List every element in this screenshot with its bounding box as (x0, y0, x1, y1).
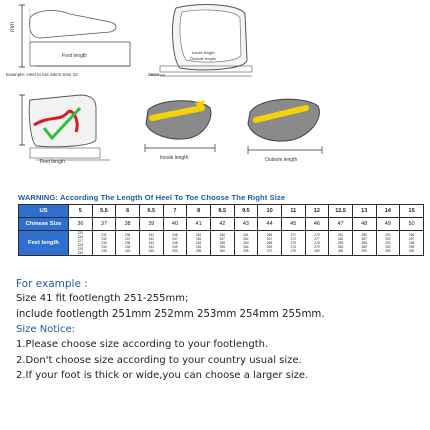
outsole-length-label: Outsole length (190, 56, 216, 61)
feet-length-value: 239 (124, 245, 131, 249)
chinese-size-cell: 37 (92, 218, 116, 231)
example-caption: Example: Heel to toe 26cm Size 42 (6, 72, 78, 77)
feet-length-cell (376, 231, 400, 256)
chinese-size-cell: 39 (139, 218, 163, 231)
chinese-size-cell: 44 (258, 218, 282, 231)
us-size-cell: 9.5 (234, 205, 258, 218)
feet-length-value: 248 (172, 241, 178, 245)
example-measure: 26cm (148, 72, 160, 77)
chinese-size-cell: 46 (305, 218, 329, 231)
us-size-cell: 15 (400, 205, 424, 218)
feet-length-value: 265 (243, 249, 249, 253)
feet-length-value: 232 (101, 237, 107, 241)
table-row-feet-length (19, 231, 424, 256)
example-line-2: include footlength 251mm 252mm 253mm 254mm 255mm. (16, 308, 325, 320)
feet-length-cell (329, 231, 353, 256)
feet-length-value: 288 (361, 241, 367, 245)
feet-length-value: 247 (172, 237, 178, 241)
feet-length-value: 256 (219, 233, 225, 237)
ruler-unit-label: mm (10, 22, 16, 32)
feet-length-value: 234 (101, 245, 107, 249)
feet-length-value: 266 (266, 233, 273, 237)
feet-length-value: 279 (314, 245, 320, 249)
us-header: US (19, 205, 69, 218)
feet-length-value: 237 (124, 237, 131, 241)
feet-length-cell (352, 231, 376, 256)
feet-length-value: 227 (77, 239, 83, 243)
feet-length-cell (92, 231, 116, 256)
feet-length-value: 298 (408, 241, 415, 245)
feet-length-value: 299 (408, 245, 415, 249)
feet-length-value: 250 (172, 249, 178, 253)
feet-length-value: 242 (148, 237, 154, 241)
feet-length-value: 263 (243, 241, 249, 245)
shoe-sole-diagram (160, 5, 252, 76)
us-size-cell: 12 (305, 205, 329, 218)
feet-length-value: 241 (148, 233, 154, 237)
us-size-cell: 13 (352, 205, 376, 218)
feet-length-value: 281 (337, 233, 344, 237)
feet-length-value: 243 (148, 241, 154, 245)
feet-length-value: 273 (290, 241, 296, 245)
feet-length-value: 260 (219, 249, 225, 253)
chinese-size-cell: 42 (210, 218, 234, 231)
feet-length-value: 296 (408, 233, 415, 237)
feet-length-value: 275 (290, 249, 296, 253)
feet-length-cell (234, 231, 258, 256)
feet-length-value: 280 (314, 249, 320, 253)
feet-length-value: 226 (77, 235, 83, 239)
insole-diagram (145, 100, 215, 152)
feet-length-value: 231 (101, 233, 107, 237)
feet-length-cell (139, 231, 163, 256)
feet-length-value: 258 (219, 241, 225, 245)
chinese-size-cell: 49 (376, 218, 400, 231)
feet-length-cell (281, 231, 305, 256)
feet-length-value: 261 (243, 233, 249, 237)
size-warning: WARNING: According The Length Of Heel To Toe Choose The Right Size (18, 193, 286, 202)
chinese-size-cell: 47 (329, 218, 353, 231)
feet-length-value: 276 (314, 233, 320, 237)
feet-length-value: 293 (385, 241, 391, 245)
feet-length-value: 272 (290, 237, 296, 241)
chinese-size-header: Chinese Size (19, 218, 69, 231)
size-chart-table (18, 204, 424, 256)
feet-length-value: 249 (172, 245, 178, 249)
feet-length-value: 277 (314, 237, 320, 241)
feet-length-cell (210, 231, 234, 256)
feet-length-cell (400, 231, 424, 256)
notice-line-3: 2.If your foot is thick or wide,you can choose a larger size. (16, 370, 309, 381)
table-row-chinese (19, 218, 424, 231)
feet-length-value: 235 (101, 249, 107, 253)
feet-length-value: 268 (266, 241, 273, 245)
feet-length-value: 259 (219, 245, 225, 249)
size-info-text (16, 277, 426, 384)
chinese-size-cell: 48 (352, 218, 376, 231)
feet-length-value: 285 (337, 249, 344, 253)
feet-length-value: 292 (385, 237, 391, 241)
feet-length-cell (305, 231, 329, 256)
feet-length-value: 254 (195, 245, 202, 249)
chinese-size-cell: 38 (116, 218, 140, 231)
chinese-size-cell: 40 (163, 218, 187, 231)
feet-length-value: 297 (408, 237, 415, 241)
insole-length-label-2: Insole length (160, 155, 189, 161)
feet-length-cell (187, 231, 211, 256)
outsole-length-label-2: Outsole length (265, 157, 298, 163)
feet-length-value: 291 (385, 233, 391, 237)
feet-length-value: 300 (408, 249, 415, 253)
feet-length-value: 246 (172, 233, 178, 237)
feet-length-label: Feet length (40, 159, 66, 165)
feet-length-value: 289 (361, 245, 367, 249)
feet-length-value: 278 (314, 241, 320, 245)
feet-length-value: 238 (124, 241, 131, 245)
feet-length-value: 252 (195, 237, 202, 241)
insole-length-label: Insole length (192, 50, 215, 55)
feet-length-cell (69, 231, 93, 256)
feet-length-value: 229 (77, 247, 83, 251)
chinese-size-cell: 41 (187, 218, 211, 231)
feet-length-value: 283 (337, 241, 344, 245)
example-title: For example : (16, 278, 88, 290)
feet-length-value: 294 (385, 245, 391, 249)
feet-length-cell (258, 231, 282, 256)
feet-length-value: 290 (361, 249, 367, 253)
table-row-us (19, 205, 424, 218)
chinese-size-cell: 36 (69, 218, 93, 231)
foot-on-ruler (19, 95, 100, 158)
feet-length-cell (116, 231, 140, 256)
us-size-cell: 8.5 (210, 205, 234, 218)
example-line-1: Size 41 fit footlength 251-255mm; (16, 293, 189, 304)
feet-length-value: 233 (101, 241, 107, 245)
feet-length-value: 230 (77, 251, 83, 255)
feet-length-value: 274 (290, 245, 296, 249)
notice-line-1: 1.Please choose size according to your footlength. (16, 339, 269, 350)
feet-length-value: 251 (195, 233, 202, 237)
feet-length-value: 236 (124, 233, 131, 237)
feet-length-value: 286 (361, 233, 367, 237)
us-size-cell: 7 (163, 205, 187, 218)
feet-length-value: 225 (77, 231, 83, 235)
us-size-cell: 10 (258, 205, 282, 218)
feet-length-value: 244 (148, 245, 154, 249)
us-size-cell: 6.5 (139, 205, 163, 218)
us-size-cell: 5 (69, 205, 93, 218)
feet-length-value: 287 (361, 237, 367, 241)
feet-length-value: 270 (266, 249, 273, 253)
chinese-size-cell: 43 (234, 218, 258, 231)
us-size-cell: 12.5 (329, 205, 353, 218)
feet-length-value: 264 (243, 245, 249, 249)
feet-length-value: 267 (266, 237, 273, 241)
feet-length-header: Feet length (19, 231, 69, 256)
feet-length-value: 282 (337, 237, 344, 241)
us-size-cell: 8 (187, 205, 211, 218)
us-size-cell: 14 (376, 205, 400, 218)
feet-length-value: 228 (77, 243, 83, 247)
us-size-cell: 11 (281, 205, 305, 218)
feet-length-value: 255 (195, 249, 202, 253)
us-size-cell: 6 (116, 205, 140, 218)
feet-length-value: 240 (124, 249, 131, 253)
feet-length-cell (163, 231, 187, 256)
us-size-cell: 5.5 (92, 205, 116, 218)
feet-length-value: 271 (290, 233, 296, 237)
feet-length-value: 295 (385, 249, 391, 253)
notice-title: Size Notice: (16, 324, 76, 335)
feet-length-value: 257 (219, 237, 225, 241)
feet-length-value: 253 (195, 241, 202, 245)
foot-length-label: Foot length (62, 53, 88, 59)
feet-length-value: 245 (148, 249, 154, 253)
feet-length-value: 269 (266, 245, 273, 249)
feet-length-value: 262 (243, 237, 249, 241)
outsole-diagram (248, 99, 322, 154)
feet-length-value: 284 (337, 245, 344, 249)
chinese-size-cell: 45 (281, 218, 305, 231)
notice-line-2: 2.Don't choose size according to your country usual size. (16, 354, 302, 366)
chinese-size-cell: 50 (400, 218, 424, 231)
